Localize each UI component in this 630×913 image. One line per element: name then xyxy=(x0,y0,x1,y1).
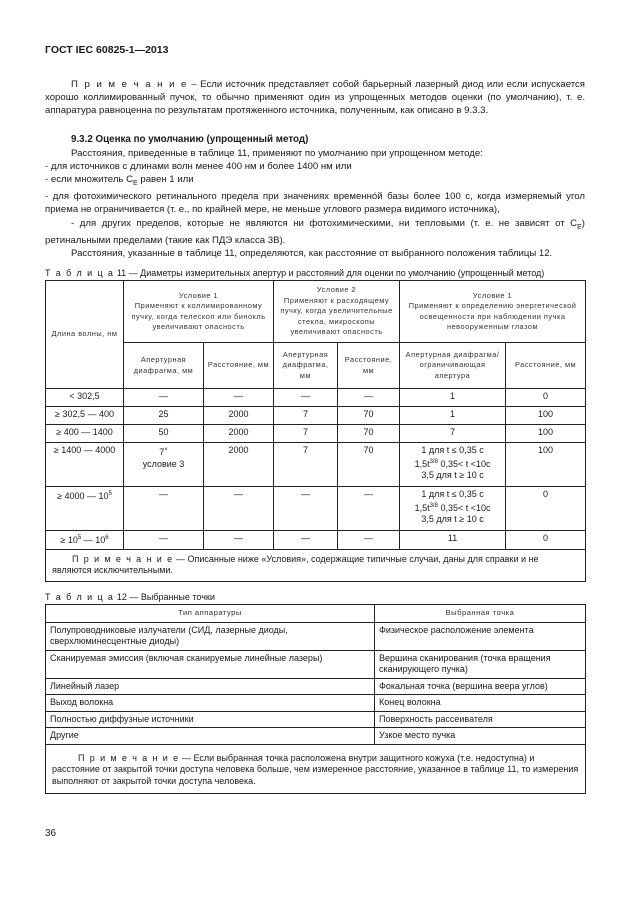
table-row: Полупроводниковые излучатели (СИД, лазерные диоды, сверхлюминесцентные диоды) Физическое расположение элемента xyxy=(46,622,586,650)
table-row: Полностью диффузные источники Поверхность рассеивателя xyxy=(46,711,586,728)
sub-aperture-limiting: Апертурная диафрагма/ограничивающая апертура xyxy=(400,343,506,389)
col-point: Выбранная точка xyxy=(375,604,586,622)
table-row: Выход волокна Конец волокна xyxy=(46,695,586,712)
table-11 xyxy=(45,280,586,582)
table-row: ≥ 302,5 — 400 25 2000 7 70 1 100 xyxy=(46,407,586,425)
sub-distance: Расстояние, мм xyxy=(506,343,586,389)
header-condition-3: Условие 1 Применяют к определению энергетической освещенности при наблюдении пучка невооруженным глазом xyxy=(400,281,586,343)
table-12 xyxy=(45,604,586,795)
list-item-2: - если множитель $C_E$ равен 1 или xyxy=(45,174,194,187)
table11-caption: Т а б л и ц а 11 — Диаметры измерительных апертур и расстояний для оценки по умолчанию (упрощенный метод) xyxy=(45,268,545,279)
document-header: ГОСТ IEC 60825-1—2013 xyxy=(45,44,169,56)
table-row: Другие Узкое место пучка xyxy=(46,728,586,745)
header-condition-2: Условие 2 Применяют к расходящему пучку, когда увеличительные стекла, микроскопы увеличивают опасность xyxy=(274,281,400,343)
table-row: Линейный лазер Фокальная точка (вершина веера углов) xyxy=(46,678,586,695)
table-row: ≥ $10^5$ — $10^6$ — — — — 11 0 xyxy=(46,531,586,550)
list-item-4: - для других пределов, которые не являются ни фотохимическими, ни тепловыми (т. е. не зависят от $C_E$) ретинальными пределами (такие как ПДЭ класса 3B). xyxy=(45,217,585,246)
table-row: Сканируемая эмиссия (включая сканируемые линейные лазеры) Вершина сканирования (точка вращения сканирующего пучка) xyxy=(46,650,586,678)
header-condition-1: Условие 1 Применяют к коллимированному пучку, когда телескоп или бинокль увеличивают опасность xyxy=(124,281,274,343)
note-text: – Если источник представляет собой барьерный лазерный диод или если испускается хорошо коллимированный пучок, то обычно применяют один из упрощенных методов оценки (по умолчанию), т. е. аппаратура равноценна по результатам протяженного источника, полученным, как описано в 9.3.3. xyxy=(45,79,585,117)
sub-distance: Расстояние, мм xyxy=(338,343,400,389)
table-row: ≥ 4000 — $10^5$ — — — — 1 для t ≤ 0,35 с $1,5t^{3/8}$ 0,35< t <10с 3,5 для t ≥ 10 с 0 xyxy=(46,487,586,531)
col-type: Тип аппаратуры xyxy=(46,604,375,622)
section-intro: Расстояния, приведенные в таблице 11, применяют по умолчанию при упрощенном методе: xyxy=(71,147,483,159)
section-closing: Расстояния, указанные в таблице 11, определяются, как расстояние от выбранного положения таблицы 12. xyxy=(71,247,553,259)
table-row: ≥ 400 — 1400 50 2000 7 70 7 100 xyxy=(46,425,586,443)
note-label: П р и м е ч а н и е xyxy=(71,79,188,90)
section-title: 9.3.2 Оценка по умолчанию (упрощенный метод) xyxy=(71,133,309,145)
table-row: ≥ 1400 — 4000 7× условие 3 2000 7 70 1 для t ≤ 0,35 с $1,5t^{3/8}$ 0,35< t <10с 3,5 для t ≥ 10 с 100 xyxy=(46,443,586,487)
document-page xyxy=(45,44,585,794)
table12-caption: Т а б л и ц а 12 — Выбранные точки xyxy=(45,591,215,602)
table-row: < 302,5 — — — — 1 0 xyxy=(46,389,586,407)
sub-aperture: Апертурная диафрагма, мм xyxy=(274,343,338,389)
intro-note xyxy=(45,78,585,118)
sub-distance: Расстояние, мм xyxy=(204,343,274,389)
sub-aperture: Апертурная диафрагма, мм xyxy=(124,343,204,389)
list-item-1: - для источников с длинами волн менее 400 нм и более 1400 нм или xyxy=(45,160,352,172)
table12-note-row: П р и м е ч а н и е — Если выбранная точка расположена внутри защитного кожуха (т.е. недоступна) и расстояние от закрытой точки доступа человека больше, чем измеренное расстояние, указанное в таблице 11, то измерения выполняют от закрытой точки доступа человека. xyxy=(46,744,586,794)
col-wavelength: Длина волны, нм xyxy=(46,281,124,389)
page-number: 36 xyxy=(45,828,57,839)
list-item-3: - для фотохимического ретинального предела при значениях временнóй базы более 100 с, когда измеряемый угол приема не ограничивается (т. е., по крайней мере, не меньше углового размера видимого источника), xyxy=(45,191,585,216)
table11-note-row: П р и м е ч а н и е — Описанные ниже «Условия», содержащие типичные случаи, даны для справки и не являются исключительными. xyxy=(46,549,586,581)
